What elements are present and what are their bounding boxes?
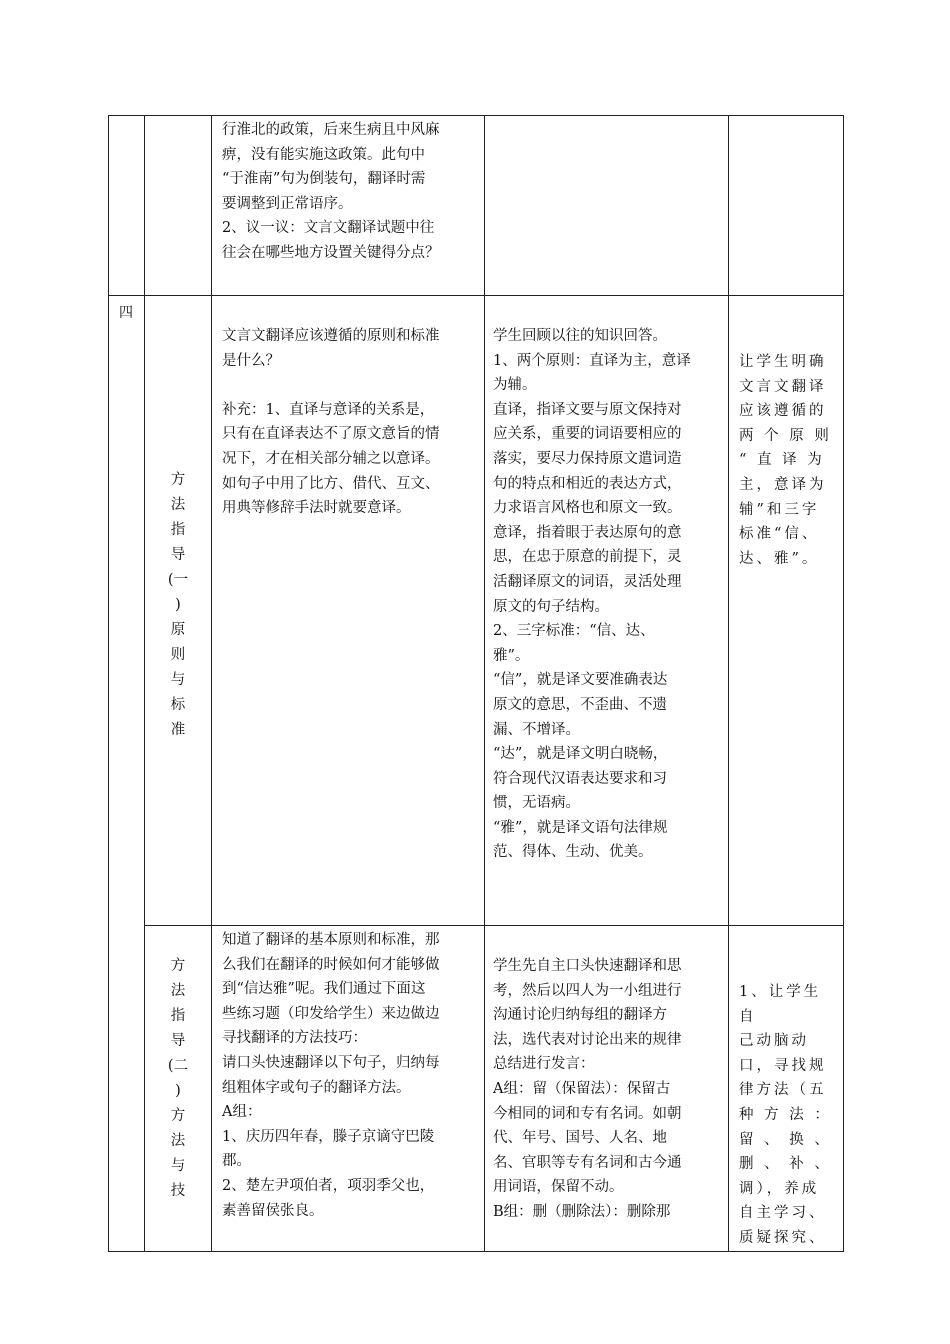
- stage-cell: [145, 116, 212, 296]
- student-activity-text: 学生先自主口头快速翻译和思 考，然后以四人为一小组进行 沟通讨论归纳每组的翻译方 法，选代表对讨论出来的规律 总结进行发言： A组：留（保留法）：保留古 今相同的词和专有名词。如朝 代、年号、国号、人名、地 名、官职等专有名词和古今通 用词语，保留不动。 B组：删（删除法）：删除那: [493, 958, 682, 1220]
- table-row: [109, 296, 844, 926]
- teacher-activity-text: 文言文翻译应该遵循的原则和标准 是什么？ 补充：1、直译与意译的关系是， 只有在直译表达不了原文意旨的情 况下，才在相关部分辅之以意译。 如句子中用了比方、借代、互文、 用典等修辞手法时就要意译。: [222, 328, 440, 517]
- stage-cell: [145, 926, 212, 1252]
- lesson-plan-table: [108, 115, 844, 1252]
- teacher-activity-cell: [212, 296, 485, 926]
- student-activity-cell: [485, 926, 729, 1252]
- design-purpose-cell: [729, 926, 844, 1252]
- row-number-cell: [109, 296, 145, 1252]
- student-activity-text: [485, 116, 728, 118]
- table-row: [109, 926, 844, 1252]
- teacher-activity-cell: [212, 926, 485, 1252]
- design-purpose-text: 让学生明确 文言文翻译 应该遵循的 两 个 原 则 “ 直 译 为 主，意译为 辅”和三字 标准“信、 达、雅”。: [739, 354, 832, 567]
- stage-label: 方 法 指 导 (一 ) 原 则 与 标 准: [167, 472, 189, 738]
- design-purpose-text: 1、让学生自 己动脑动 口，寻找规 律方法（五 种 方 法 ： 留 、 换 、 删 、 补 、 调），养成 自主学习、 质疑探究、: [739, 984, 832, 1246]
- stage-cell: [145, 296, 212, 926]
- student-activity-text: 学生回顾以往的知识回答。 1、两个原则：直译为主，意译 为辅。 直译，指译文要与原文保持对 应关系，重要的词语要相应的 落实，要尽力保持原文遣词造 句的特点和相近的表达方式， 力求语言风格也和原文一致。 意译，指着眼于表达原句的意 思，在忠于原意的前提下，灵 活翻译原文的词语，灵活处理 原文的句子结构。 2、三字标准：“信、达、 雅”。 “信”，就是译文要准确表达 原文的意思，不歪曲、不遗 漏、不增译。 “达”，就是译文明白晓畅， 符合现代汉语表达要求和习 惯，无语病。 “雅”，就是译文语句法律规 范、得体、生动、优美。: [493, 328, 691, 861]
- design-purpose-cell: [729, 296, 844, 926]
- section-number: 四: [119, 305, 133, 321]
- row-number-cell: [109, 116, 145, 296]
- teacher-activity-cell: [212, 116, 485, 296]
- design-purpose-cell: [729, 116, 844, 296]
- student-activity-cell: [485, 296, 729, 926]
- student-activity-cell: [485, 116, 729, 296]
- stage-label: 方 法 指 导 (二 ) 方 法 与 技: [167, 958, 189, 1199]
- design-purpose-text: [729, 116, 843, 120]
- teacher-activity-text: 知道了翻译的基本原则和标准，那 么我们在翻译的时候如何才能够做 到“信达雅”呢。我们通过下面这 些练习题（印发给学生）来边做边 寻找翻译的方法技巧： 请口头快速翻译以下句子，归纳每 组粗体字或句子的翻译方法。 A组： 1、庆历四年春，滕子京谪守巴陵 郡。 2、楚左尹项伯者，项羽季父也， 素善留侯张良。: [222, 932, 440, 1219]
- teacher-activity-text: 行淮北的政策，后来生病且中风麻 痹，没有能实施这政策。此句中 “于淮南”句为倒装句，翻译时需 要调整到正常语序。 2、议一议：文言文翻译试题中往 往会在哪些地方设置关键得分点？: [222, 122, 440, 261]
- table-row: [109, 116, 844, 296]
